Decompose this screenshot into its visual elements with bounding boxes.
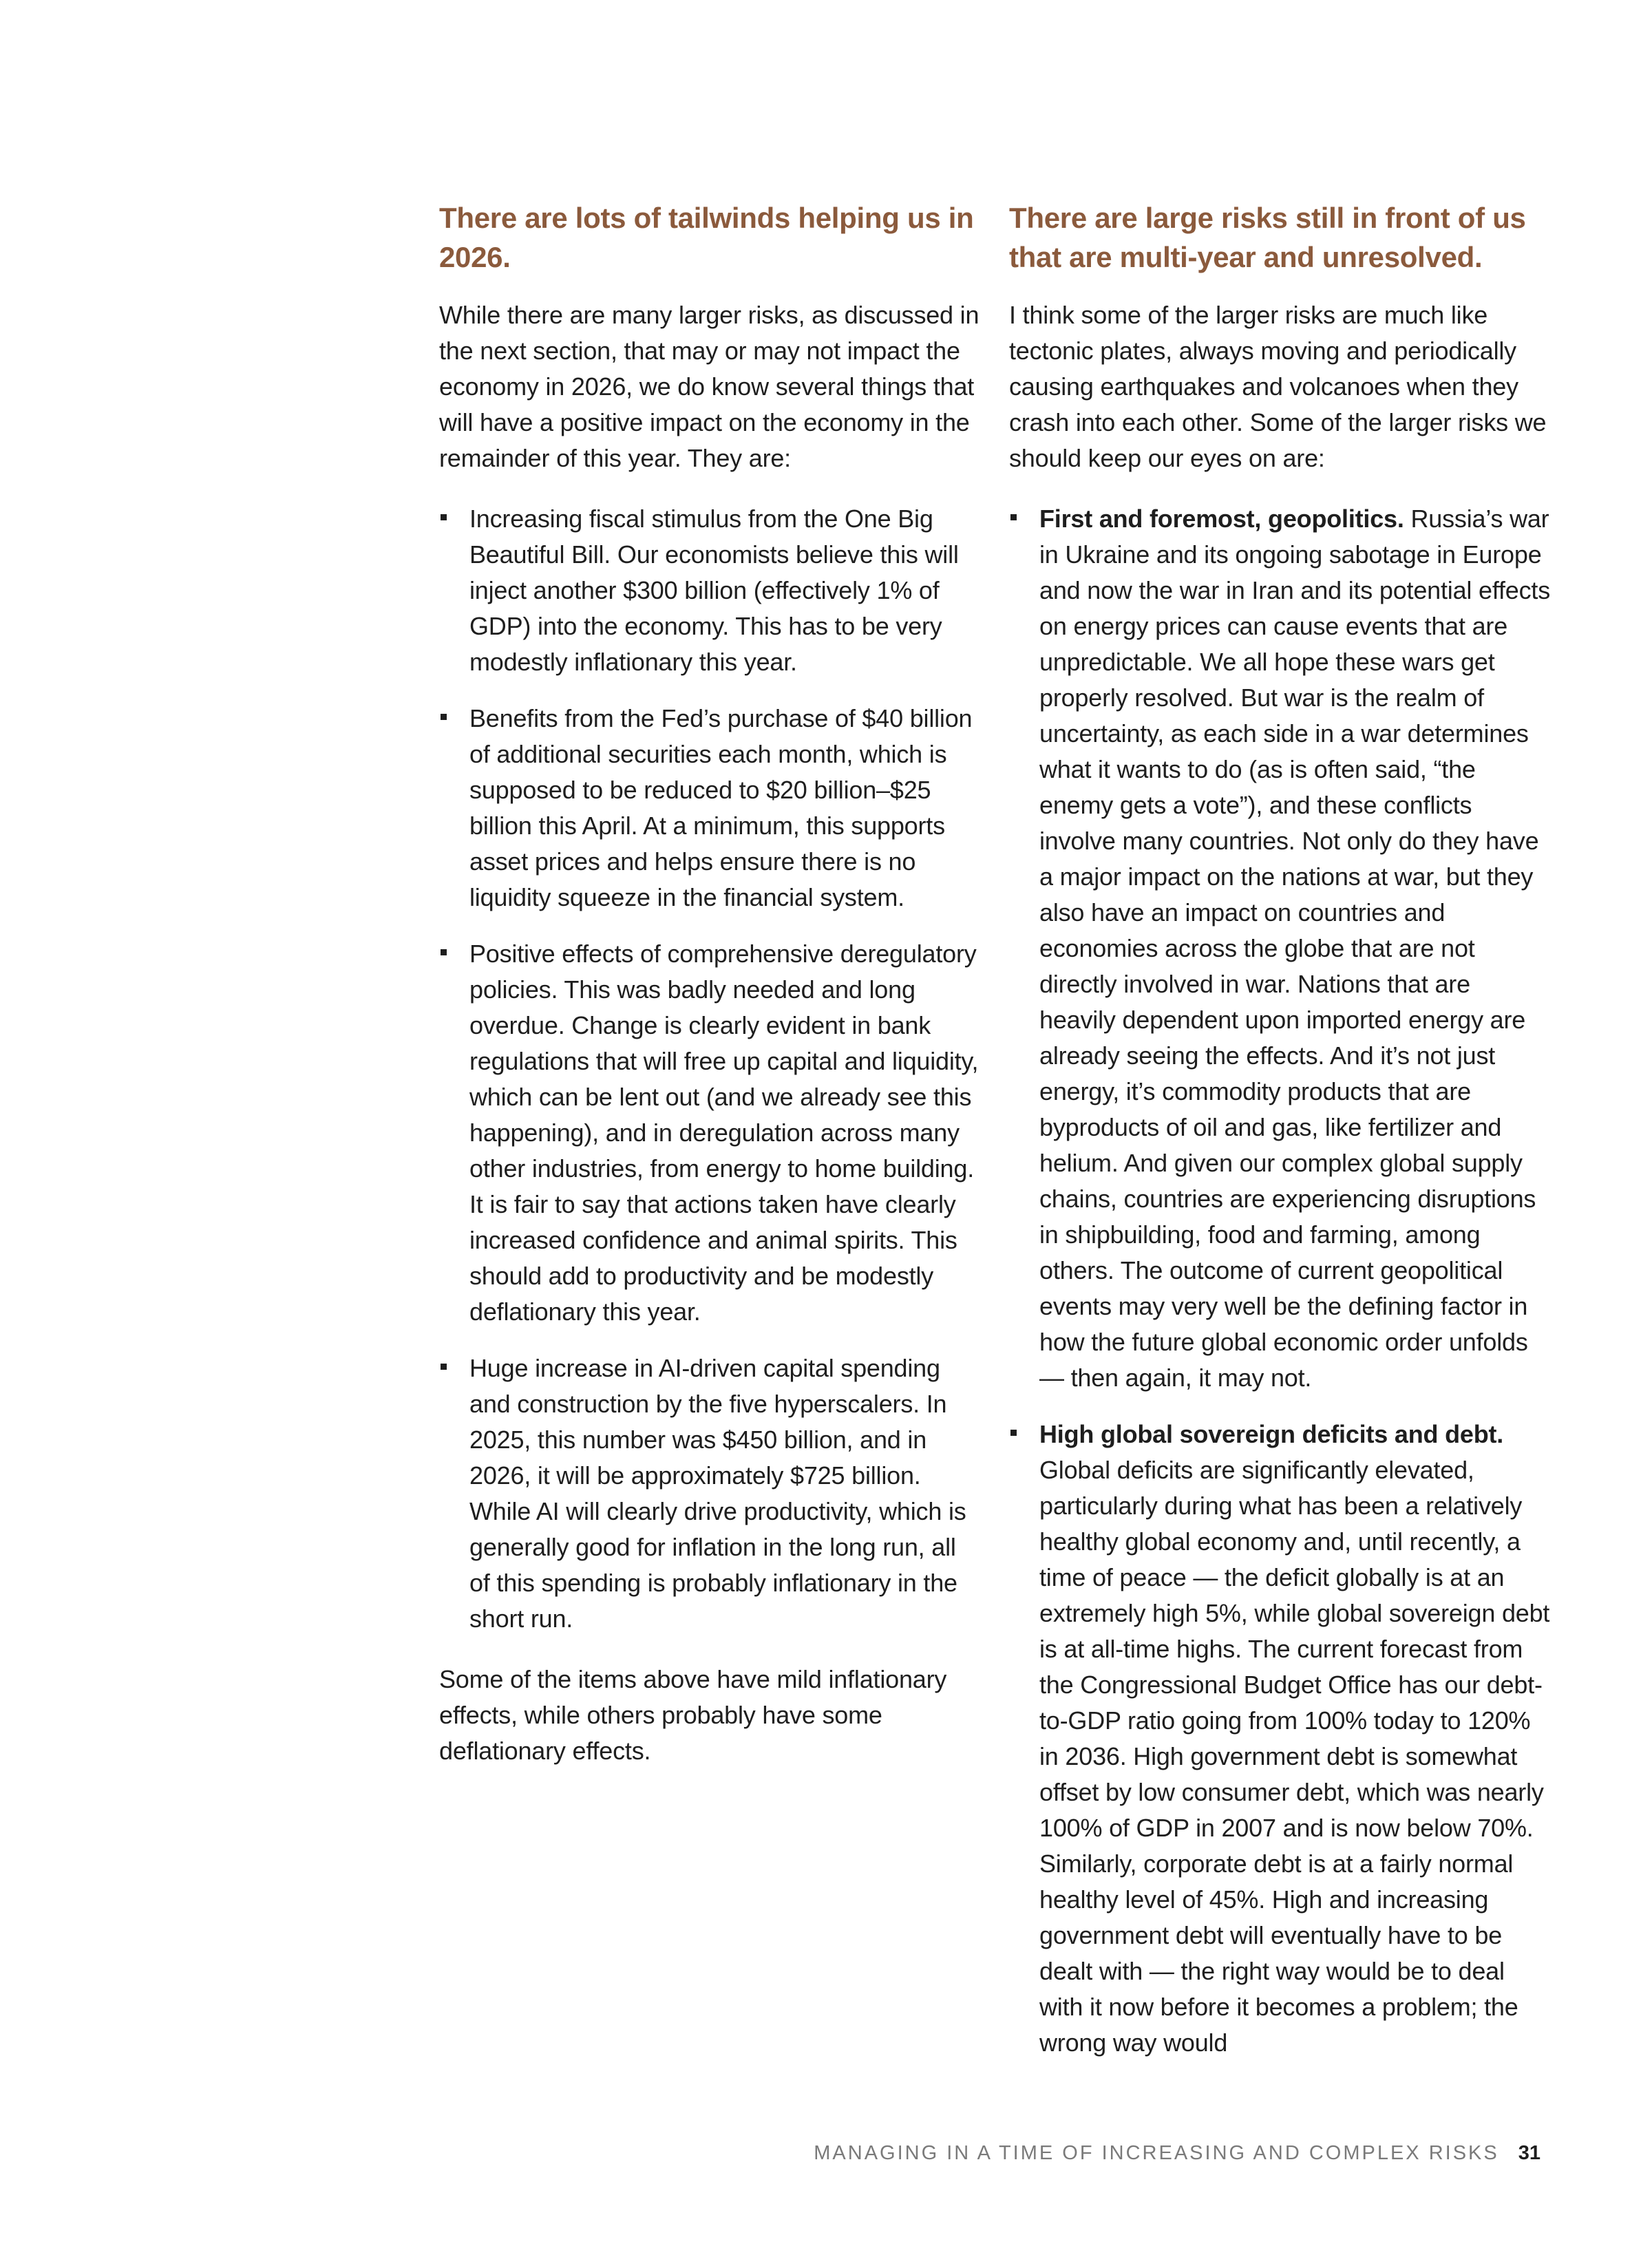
right-heading: There are large risks still in front of us that are multi-year and unresolved. — [1009, 202, 1526, 273]
square-bullet-icon — [441, 514, 447, 520]
footer-title: MANAGING IN A TIME OF INCREASING AND COMPLEX RISKS — [814, 2142, 1499, 2164]
square-bullet-icon — [1010, 1430, 1017, 1436]
square-bullet-icon — [441, 1364, 447, 1370]
right-intro: I think some of the larger risks are much like tectonic plates, always moving and periodically causing earthquakes and volcanoes when they crash into each other. Some of the larger risks we should keep our eyes on are: — [1009, 301, 1547, 472]
left-closing: Some of the items above have mild inflationary effects, while others probably have some deflationary effects. — [439, 1665, 947, 1765]
list-item: Increasing fiscal stimulus from the One Big Beautiful Bill. Our economists believe this will inject another $300 billion (effectively 1% of GDP) into the economy. This has to be very modestly inflationary this year. — [439, 501, 983, 680]
left-intro: While there are many larger risks, as discussed in the next section, that may or may not impact the economy in 2026, we do know several things that will have a positive impact on the economy in the remainder of this year. They are: — [439, 301, 979, 472]
right-column — [1009, 198, 1553, 2086]
tailwinds-list — [439, 501, 983, 1637]
left-column — [439, 198, 983, 1794]
list-item: First and foremost, geopolitics. Russia’s war in Ukraine and its ongoing sabotage in Europe and now the war in Iran and its potential effects on energy prices can cause events that are unpredictable. We all hope these wars get properly resolved. But war is the realm of uncertainty, as each side in a war determines what it wants to do (as is often said, “the enemy gets a vote”), and these conflicts involve many countries. Not only do they have a major impact on the nations at war, but they also have an impact on countries and economies across the globe that are not directly involved in war. Nations that are heavily dependent upon imported energy are already seeing the effects. And it’s not just energy, it’s commodity products that are byproducts of oil and gas, like fertilizer and helium. And given our complex global supply chains, countries are experiencing disruptions in shipbuilding, food and farming, among others. The outcome of current geopolitical events may very well be the defining factor in how the future global economic order unfolds — then again, it may not. — [1009, 501, 1553, 1396]
page-number: 31 — [1518, 2142, 1540, 2164]
square-bullet-icon — [1010, 514, 1017, 520]
list-item: Huge increase in AI-driven capital spending and construction by the five hyperscalers. In 2025, this number was $450 billion, and in 2026, it will be approximately $725 billion. While AI will clearly drive productivity, which is generally good for inflation in the long run, all of this spending is probably inflationary in the short run. — [439, 1350, 983, 1637]
square-bullet-icon — [441, 949, 447, 955]
bullet-lead: First and foremost, geopolitics. — [1039, 505, 1404, 533]
list-item: Benefits from the Fed’s purchase of $40 billion of additional securities each month, which is supposed to be reduced to $20 billion–$25 billion this April. At a minimum, this supports asset prices and helps ensure there is no liquidity squeeze in the financial system. — [439, 701, 983, 915]
risks-list — [1009, 501, 1553, 2061]
square-bullet-icon — [441, 714, 447, 720]
bullet-lead: High global sovereign deficits and debt. — [1039, 1420, 1504, 1448]
page-footer — [814, 2141, 1540, 2165]
left-heading: There are lots of tailwinds helping us in 2026. — [439, 202, 974, 273]
list-item: Positive effects of comprehensive deregulatory policies. This was badly needed and long overdue. Change is clearly evident in bank regulations that will free up capital and liquidity, which can be lent out (and we already see this happening), and in deregulation across many other industries, from energy to home building. It is fair to say that actions taken have clearly increased confidence and animal spirits. This should add to productivity and be modestly deflationary this year. — [439, 936, 983, 1330]
list-item: High global sovereign deficits and debt. Global deficits are significantly elevated, particularly during what has been a relatively healthy global economy and, until recently, a time of peace — the deficit globally is at an extremely high 5%, while global sovereign debt is at all-time highs. The current forecast from the Congressional Budget Office has our debt-to-GDP ratio going from 100% today to 120% in 2036. High government debt is somewhat offset by low consumer debt, which was nearly 100% of GDP in 2007 and is now below 70%. Similarly, corporate debt is at a fairly normal healthy level of 45%. High and increasing government debt will eventually have to be dealt with — the right way would be to deal with it now before it becomes a problem; the wrong way would — [1009, 1417, 1553, 2061]
